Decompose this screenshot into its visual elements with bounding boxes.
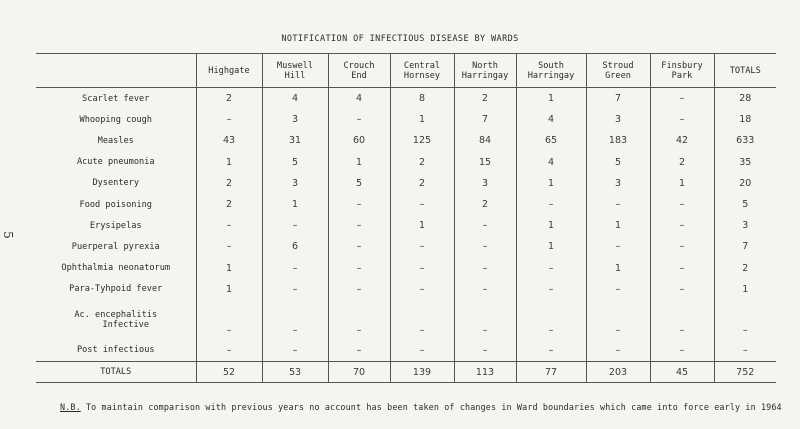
cell-value: – (454, 215, 516, 236)
table-row (36, 173, 776, 194)
disease-name: Ophthalmia neonatorum (61, 263, 171, 274)
cell-value: 1 (390, 215, 454, 236)
column-header: Stroud Green (586, 54, 650, 88)
cell-value: – (328, 340, 390, 362)
cell-value: 52 (196, 362, 262, 383)
cell-value: 4 (516, 152, 586, 173)
cell-value: – (196, 340, 262, 362)
cell-value: 4 (262, 88, 328, 110)
disease-name: Ac. encephalitis Infective (74, 309, 158, 330)
disease-name: Whooping cough (79, 114, 152, 125)
cell-value: 1 (196, 258, 262, 279)
cell-value: 3 (262, 109, 328, 130)
cell-value: 84 (454, 130, 516, 151)
cell-value: 65 (516, 130, 586, 151)
cell-value: 1 (516, 215, 586, 236)
cell-value: 1 (196, 279, 262, 300)
cell-value: 183 (586, 130, 650, 151)
column-header: South Harringay (516, 54, 586, 88)
table-row (36, 130, 776, 151)
column-header: North Harringay (454, 54, 516, 88)
cell-value: 2 (390, 173, 454, 194)
column-header: Highgate (196, 54, 262, 88)
totals-row (36, 362, 776, 383)
cell-value: – (516, 300, 586, 340)
cell-value: – (328, 279, 390, 300)
table-row (36, 279, 776, 300)
cell-value: 60 (328, 130, 390, 151)
column-header: Crouch End (328, 54, 390, 88)
cell-value: 3 (586, 109, 650, 130)
cell-value: 15 (454, 152, 516, 173)
cell-value: – (586, 194, 650, 215)
disease-name: Dysentery (92, 178, 140, 189)
cell-value: – (650, 279, 714, 300)
cell-value: 1 (196, 152, 262, 173)
cell-value: – (516, 258, 586, 279)
column-header: Muswell Hill (262, 54, 328, 88)
cell-value: 2 (196, 194, 262, 215)
cell-value: – (390, 236, 454, 257)
disease-name: Erysipelas (89, 220, 142, 231)
cell-value: – (650, 194, 714, 215)
cell-value: 752 (714, 362, 776, 383)
cell-value: 3 (714, 215, 776, 236)
cell-value: 1 (586, 258, 650, 279)
cell-value: – (650, 236, 714, 257)
cell-value: 1 (714, 279, 776, 300)
cell-value: 43 (196, 130, 262, 151)
cell-value: – (196, 109, 262, 130)
cell-value: – (262, 279, 328, 300)
disease-name: Measles (97, 135, 134, 146)
cell-value: 70 (328, 362, 390, 383)
cell-value: – (328, 215, 390, 236)
cell-value: – (328, 109, 390, 130)
cell-value: – (454, 258, 516, 279)
cell-value: – (650, 215, 714, 236)
cell-value: – (328, 300, 390, 340)
cell-value: – (650, 109, 714, 130)
cell-value: – (262, 215, 328, 236)
table-row (36, 340, 776, 362)
cell-value: 31 (262, 130, 328, 151)
cell-value: – (516, 194, 586, 215)
cell-value: 5 (586, 152, 650, 173)
cell-value: 3 (454, 173, 516, 194)
disease-name: Post infectious (76, 345, 155, 356)
cell-value: 35 (714, 152, 776, 173)
cell-value: – (586, 340, 650, 362)
cell-value: 1 (586, 215, 650, 236)
cell-value: – (586, 236, 650, 257)
disease-table (36, 53, 776, 383)
cell-value: – (262, 300, 328, 340)
cell-value: 77 (516, 362, 586, 383)
cell-value: 633 (714, 130, 776, 151)
column-header: Central Hornsey (390, 54, 454, 88)
cell-value: 5 (328, 173, 390, 194)
cell-value: 125 (390, 130, 454, 151)
header-blank (36, 54, 196, 88)
cell-value: 139 (390, 362, 454, 383)
cell-value: 7 (454, 109, 516, 130)
cell-value: 5 (262, 152, 328, 173)
cell-value: – (714, 300, 776, 340)
cell-value: 3 (586, 173, 650, 194)
cell-value: – (328, 194, 390, 215)
cell-value: – (650, 340, 714, 362)
cell-value: 6 (262, 236, 328, 257)
cell-value: – (454, 279, 516, 300)
cell-value: 2 (196, 173, 262, 194)
disease-name: Scarlet fever (82, 93, 150, 104)
footnote-text: To maintain comparison with previous years no account has been taken of changes in Ward boundaries which came into force early in 1964 (85, 402, 782, 412)
cell-value: – (196, 236, 262, 257)
table-row (36, 300, 776, 340)
cell-value: 2 (196, 88, 262, 110)
cell-value: – (390, 279, 454, 300)
cell-value: – (454, 300, 516, 340)
cell-value: 28 (714, 88, 776, 110)
cell-value: – (390, 340, 454, 362)
cell-value: 5 (714, 194, 776, 215)
cell-value: 1 (328, 152, 390, 173)
cell-value: 20 (714, 173, 776, 194)
table-row (36, 109, 776, 130)
cell-value: 1 (516, 173, 586, 194)
cell-value: – (586, 279, 650, 300)
cell-value: – (516, 279, 586, 300)
cell-value: 4 (516, 109, 586, 130)
cell-value: – (262, 340, 328, 362)
cell-value: 8 (390, 88, 454, 110)
column-header: Finsbury Park (650, 54, 714, 88)
cell-value: – (390, 300, 454, 340)
cell-value: 1 (516, 88, 586, 110)
cell-value: 113 (454, 362, 516, 383)
column-header: TOTALS (714, 54, 776, 88)
cell-value: 203 (586, 362, 650, 383)
footnote (60, 402, 782, 412)
totals-label: TOTALS (100, 367, 132, 378)
disease-name: Food poisoning (79, 199, 152, 210)
cell-value: – (390, 194, 454, 215)
table-row (36, 236, 776, 257)
cell-value: 45 (650, 362, 714, 383)
cell-value: – (714, 340, 776, 362)
cell-value: – (454, 236, 516, 257)
cell-value: – (262, 258, 328, 279)
cell-value: – (650, 88, 714, 110)
page-number-margin: 5 (0, 231, 15, 239)
cell-value: 53 (262, 362, 328, 383)
cell-value: – (390, 258, 454, 279)
table-row (36, 88, 776, 110)
cell-value: 1 (262, 194, 328, 215)
disease-name: Acute pneumonia (76, 157, 155, 168)
table-row (36, 152, 776, 173)
cell-value: 2 (454, 88, 516, 110)
cell-value: – (650, 258, 714, 279)
page-title: NOTIFICATION OF INFECTIOUS DISEASE BY WARDS (281, 34, 519, 44)
cell-value: 7 (586, 88, 650, 110)
cell-value: 18 (714, 109, 776, 130)
table-row (36, 194, 776, 215)
cell-value: 1 (390, 109, 454, 130)
cell-value: 2 (454, 194, 516, 215)
cell-value: – (516, 340, 586, 362)
cell-value: – (454, 340, 516, 362)
cell-value: – (328, 258, 390, 279)
cell-value: 2 (650, 152, 714, 173)
cell-value: 2 (714, 258, 776, 279)
cell-value: – (196, 300, 262, 340)
cell-value: – (196, 215, 262, 236)
cell-value: 1 (516, 236, 586, 257)
footnote-prefix: N.B. (60, 402, 81, 412)
disease-name: Para-Tyhpoid fever (69, 284, 163, 295)
cell-value: 1 (650, 173, 714, 194)
disease-name: Puerperal pyrexia (71, 241, 160, 252)
cell-value: 4 (328, 88, 390, 110)
cell-value: – (586, 300, 650, 340)
cell-value: – (328, 236, 390, 257)
table-header-row (36, 54, 776, 88)
table-row (36, 215, 776, 236)
cell-value: 42 (650, 130, 714, 151)
cell-value: 3 (262, 173, 328, 194)
cell-value: – (650, 300, 714, 340)
table-row (36, 258, 776, 279)
cell-value: 7 (714, 236, 776, 257)
cell-value: 2 (390, 152, 454, 173)
